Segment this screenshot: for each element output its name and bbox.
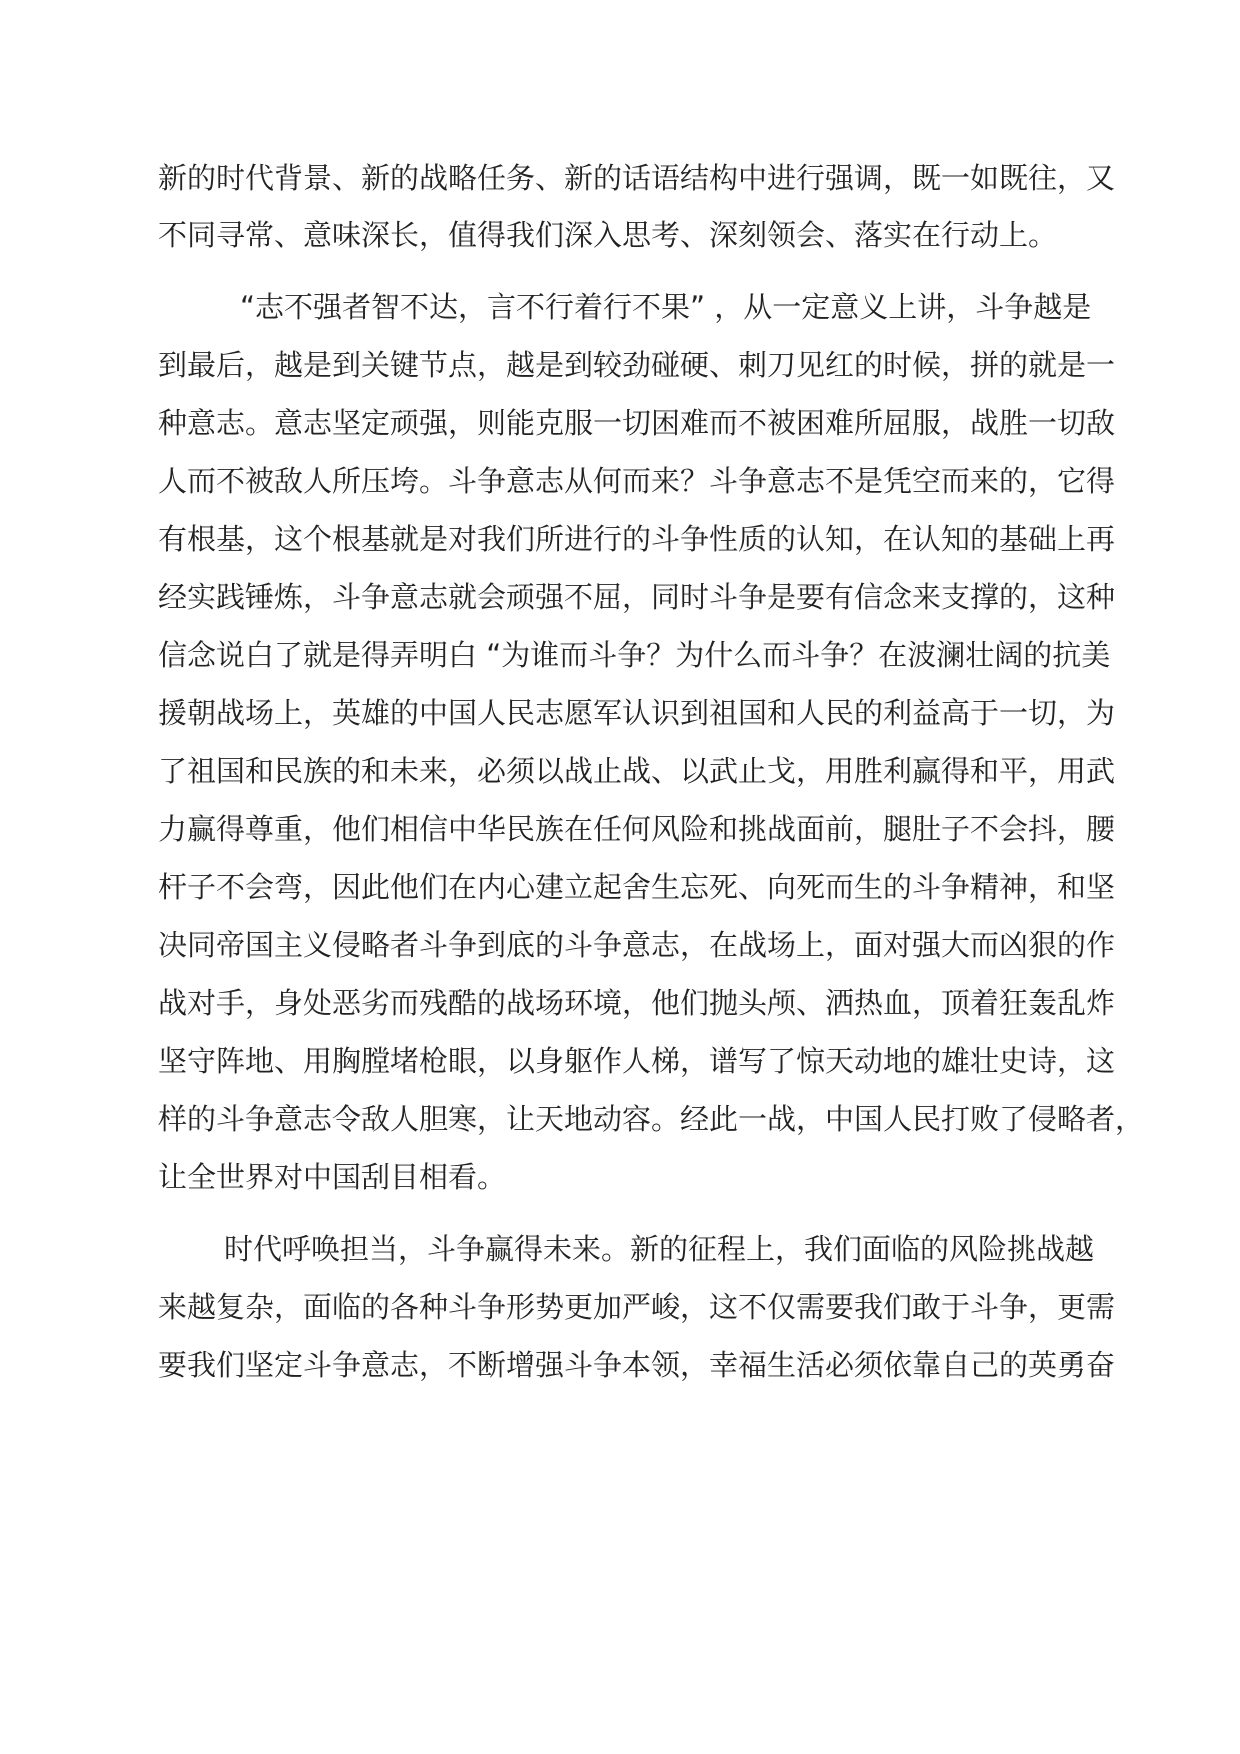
text-line: 杆子不会弯，因此他们在内心建立起舍生忘死、向死而生的斗争精神，和坚 (158, 870, 1116, 904)
text-line: 来越复杂，面临的各种斗争形势更加严峻，这不仅需要我们敢于斗争，更需 (158, 1290, 1116, 1324)
text-line: 决同帝国主义侵略者斗争到底的斗争意志，在战场上，面对强大而凶狠的作 (158, 928, 1116, 962)
text-line: 坚守阵地、用胸膛堵枪眼，以身躯作人梯，谱写了惊天动地的雄壮史诗，这 (158, 1044, 1116, 1078)
text-line: 经实践锤炼，斗争意志就会顽强不屈，同时斗争是要有信念来支撑的，这种 (158, 580, 1116, 614)
text-line: 战对手，身处恶劣而残酷的战场环境，他们抛头颅、洒热血，顶着狂轰乱炸 (158, 986, 1116, 1020)
text-line: 了祖国和民族的和未来，必须以战止战、以武止戈，用胜利赢得和平，用武 (158, 754, 1116, 788)
text-line: 样的斗争意志令敌人胆寒，让天地动容。经此一战，中国人民打败了侵略者， (158, 1102, 1145, 1136)
text-line: 让全世界对中国刮目相看。 (158, 1160, 507, 1194)
text-line: 到最后，越是到关键节点，越是到较劲碰硬、刺刀见红的时候，拼的就是一 (158, 348, 1116, 382)
text-line: 时代呼唤担当，斗争赢得未来。新的征程上，我们面临的风险挑战越 (224, 1232, 1095, 1266)
text-line: “志不强者智不达，言不行着行不果” ，从一定意义上讲，斗争越是 (240, 290, 1092, 324)
text-line: 不同寻常、意味深长，值得我们深入思考、深刻领会、落实在行动上。 (158, 218, 1058, 252)
text-line: 信念说白了就是得弄明白 “为谁而斗争？为什么而斗争？在波澜壮阔的抗美 (158, 638, 1111, 672)
text-line: 人而不被敌人所压垮。斗争意志从何而来？斗争意志不是凭空而来的，它得 (158, 464, 1116, 498)
text-line: 力赢得尊重，他们相信中华民族在任何风险和挑战面前，腿肚子不会抖，腰 (158, 812, 1116, 846)
text-line: 新的时代背景、新的战略任务、新的话语结构中进行强调，既一如既往，又 (158, 161, 1116, 195)
text-line: 要我们坚定斗争意志，不断增强斗争本领，幸福生活必须依靠自己的英勇奋 (158, 1348, 1116, 1382)
text-line: 援朝战场上，英雄的中国人民志愿军认识到祖国和人民的利益高于一切，为 (158, 696, 1116, 730)
text-line: 种意志。意志坚定顽强，则能克服一切困难而不被困难所屈服，战胜一切敌 (158, 406, 1116, 440)
text-line: 有根基，这个根基就是对我们所进行的斗争性质的认知，在认知的基础上再 (158, 522, 1116, 556)
